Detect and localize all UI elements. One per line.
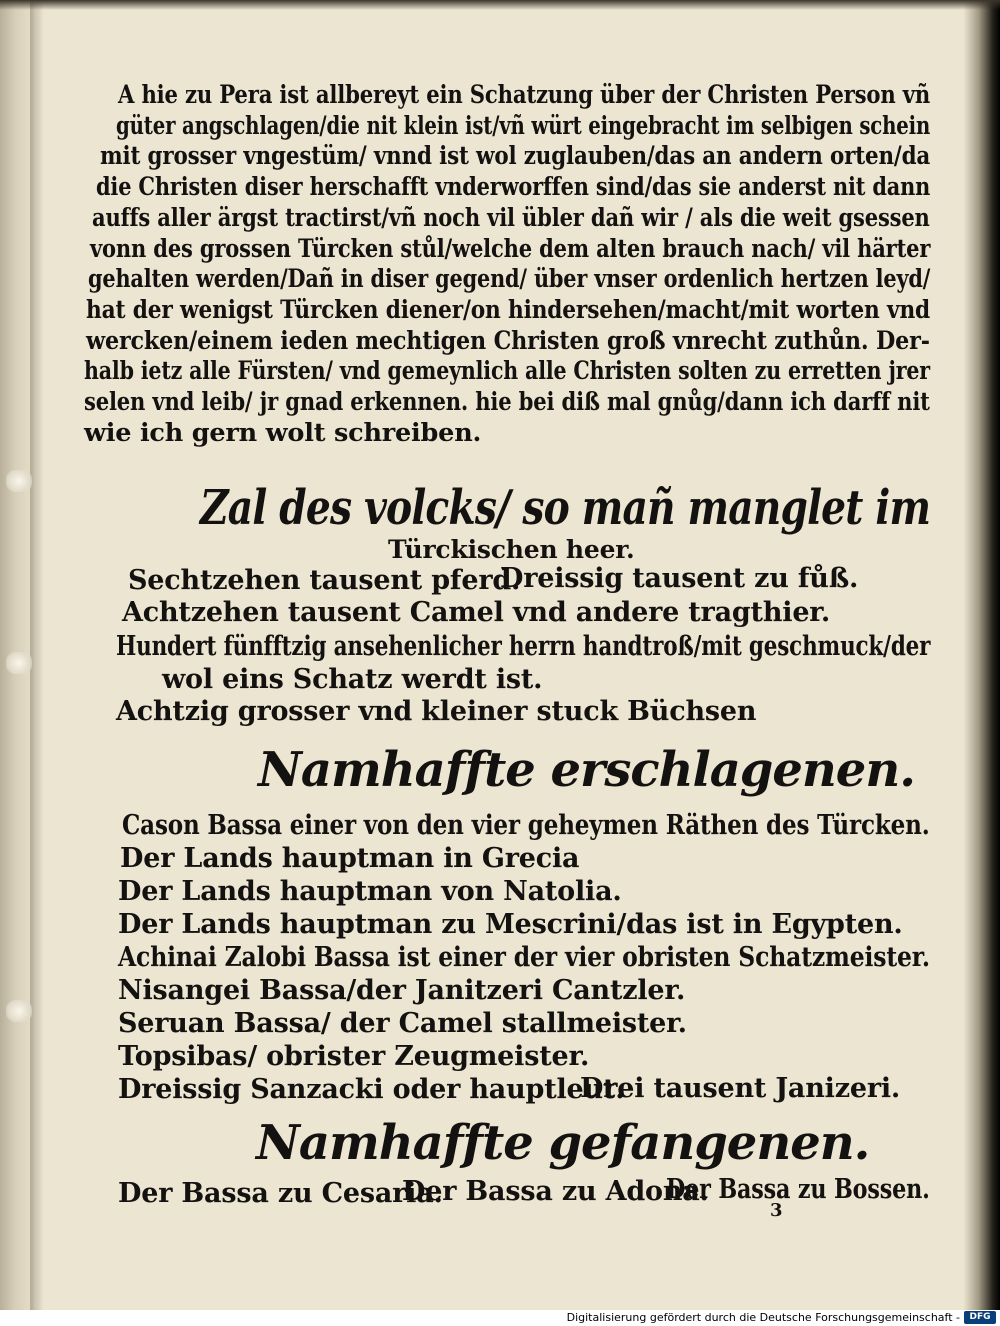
binding-stitch: [6, 470, 32, 492]
paragraph-line: halb ietz alle Fürsten/ vnd gemeynlich alle Christen solten zu erretten jrer: [84, 356, 930, 386]
list-item: Der Lands hauptman zu Mescrini/das ist in Egypten.: [118, 909, 903, 940]
dfg-logo-icon: DFG: [964, 1311, 996, 1324]
paragraph-line: die Christen diser herschafft vnderworffen sind/das sie anderst nit dann: [96, 172, 931, 202]
paragraph-line: wie ich gern wolt schreiben.: [84, 418, 482, 448]
binding-stitch: [6, 652, 32, 674]
list-item-continued: wol eins Schatz werdt ist.: [162, 664, 543, 695]
list-item: Topsibas/ obrister Zeugmeister.: [118, 1041, 590, 1072]
list-item: Achtzehen tausent Camel vnd andere tragthier.: [122, 597, 831, 628]
paragraph-line: vonn des grossen Türcken stůl/welche dem alten brauch nach/ vil härter: [90, 234, 931, 264]
section-subheading: Türckischen heer.: [388, 535, 635, 564]
footer-bar: [0, 1310, 1000, 1326]
list-item: Seruan Bassa/ der Camel stallmeister.: [118, 1008, 687, 1039]
section-heading: Namhaffte gefangenen.: [256, 1115, 870, 1171]
list-item: Cason Bassa einer von den vier geheymen Räthen des Türcken.: [122, 810, 930, 841]
section-heading: Namhaffte erschlagenen.: [258, 742, 915, 798]
binding-stitch: [6, 1000, 32, 1022]
gutter-shadow: [30, 0, 44, 1310]
paragraph-line: güter angschlagen/die nit klein ist/vñ würt eingebracht im selbigen schein: [116, 111, 931, 141]
paragraph-line: selen vnd leib/ jr gnad erkennen. hie bei diß mal gnůg/dann ich darff nit: [84, 387, 930, 417]
list-item: Der Lands hauptman in Grecia: [120, 843, 580, 874]
list-item: Achtzig grosser vnd kleiner stuck Büchsen: [116, 696, 757, 727]
paragraph-line: gehalten werden/Dañ in diser gegend/ über vnser ordenlich hertzen leyd/: [88, 264, 931, 294]
list-item: Nisangei Bassa/der Janitzeri Cantzler.: [118, 975, 686, 1006]
list-item: Der Lands hauptman von Natolia.: [118, 876, 622, 907]
footer-credit-text: Digitalisierung gefördert durch die Deutsche Forschungsgemeinschaft -: [566, 1311, 960, 1324]
list-item: Achinai Zalobi Bassa ist einer der vier obristen Schatzmeister.: [118, 942, 930, 973]
page-number: 3: [770, 1200, 783, 1221]
list-item: Der Bassa zu Bossen.: [666, 1174, 930, 1205]
paragraph-line: auffs aller ärgst tractirst/vñ noch vil übler dañ wir / als die weit gsessen: [92, 203, 930, 233]
list-item: Dreissig tausent zu fůß.: [500, 563, 859, 594]
paragraph-line: A hie zu Pera ist allbereyt ein Schatzung über der Christen Person vñ: [118, 80, 931, 110]
page-right-edge: [964, 0, 1000, 1310]
list-item: Der Bassa zu Cesaria.: [118, 1178, 443, 1209]
list-item: Dreissig Sanzacki oder hauptleut.: [118, 1074, 625, 1105]
list-item: Der Bassa zu Adona.: [402, 1176, 709, 1207]
section-heading: Zal des volcks/ so mañ manglet im: [200, 480, 931, 536]
list-item: Sechtzehen tausent pferd.: [128, 565, 521, 596]
paragraph-line: wercken/einem ieden mechtigen Christen groß vnrecht zuthůn. Der-: [86, 326, 930, 356]
paragraph-line: hat der wenigst Türcken diener/on hindersehen/macht/mit worten vnd: [86, 295, 931, 325]
page-top-edge: [0, 0, 1000, 10]
list-item: Drei tausent Janizeri.: [580, 1073, 901, 1104]
list-item: Hundert fünfftzig ansehenlicher herrn handtroß/mit geschmuck/der: [116, 631, 931, 662]
paragraph-line: mit grosser vngestüm/ vnnd ist wol zuglauben/das an andern orten/da: [100, 141, 931, 171]
